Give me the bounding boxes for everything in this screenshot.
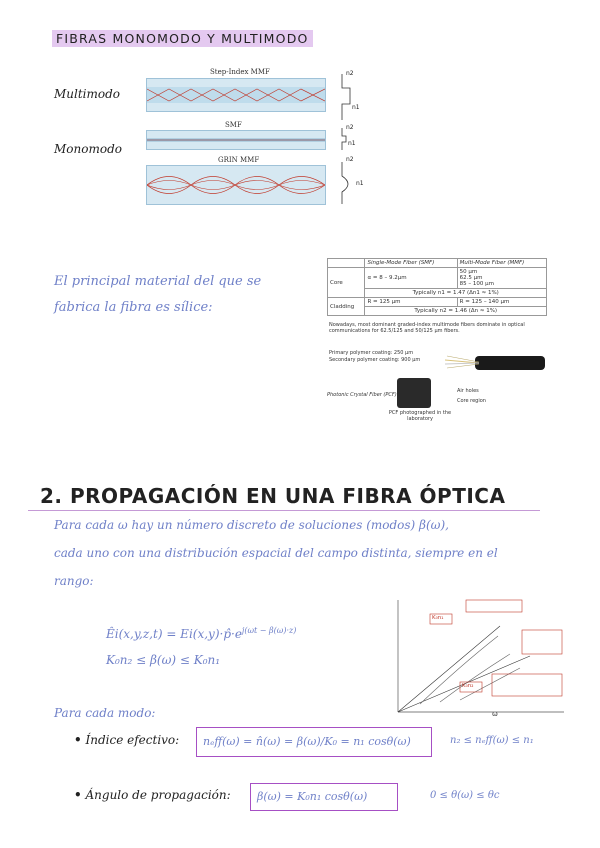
n2-label-1: n2 [346,70,354,77]
fiber-figure [140,66,365,206]
fig-caption-grin: GRIN MMF [218,156,260,164]
fig-caption-smf: SMF [225,121,242,129]
bullet-dot: • [74,733,82,747]
para-line3: rango: [54,574,94,588]
n2-label-2: n2 [346,124,354,131]
material-text-line2: fabrica la fibra es sílice: [54,300,213,315]
smf-fiber [146,130,326,150]
bullet2-label: Ángulo de propagación: [85,788,231,802]
table-core-mmf-3: 85 – 100 μm [459,281,494,287]
propagation-angle-equation: β(ω) = K₀n₁ cosθ(ω) [250,783,398,811]
para-line2: cada uno con una distribución espacial del campo distinta, siempre en el [54,546,498,560]
page-title-text: FIBRAS MONOMODO Y MULTIMODO [52,30,313,47]
table-cladding-smf: R = 125 μm [365,298,457,307]
effective-index-equation: nₑff(ω) = n̂(ω) = β(ω)/K₀ = n₁ cosθ(ω) [196,727,432,757]
table-header-row [328,259,547,268]
grin-rays [147,166,325,204]
dispersion-graph [380,596,568,722]
pcf-caption: PCF photographed in the laboratory [388,410,452,422]
step-index-rays [147,79,325,111]
graph-axis-x: ω [492,710,498,718]
section2-underline [28,510,540,511]
pcf-label: Photonic Crystal Fiber (PCF) [327,392,397,398]
table-row [328,268,547,289]
para-line1: Para cada ω hay un número discreto de soluciones (modos) β(ω), [54,518,449,532]
table-cladding-label: Cladding [328,298,365,316]
fiber-spec-table [327,258,547,316]
table-cell [328,259,365,268]
effective-index-range: n₂ ≤ nₑff(ω) ≤ n₁ [450,735,534,746]
monomodo-label: Monomodo [54,142,122,156]
table-core-mmf-2: 62.5 μm [459,275,483,281]
fiber-spec-panel [327,258,547,426]
smf-core [147,131,325,149]
page-title [52,31,313,46]
n1-label-2: n1 [348,140,356,147]
table-cladding-index: Typically n2 = 1.46 (Δn ≈ 1%) [365,307,547,316]
table-cladding-mmf: R = 125 – 140 μm [457,298,546,307]
table-note: Nowadays, most dominant graded-index multimode fibers dominate in optical communications for 62.5/125 and 50/125 μm fibers. [329,322,525,334]
per-mode-text: Para cada modo: [54,706,156,720]
multimodo-label: Multimodo [54,87,121,101]
coating-2: Secondary polymer coating: 900 μm [329,357,421,363]
bullet1-label: Índice efectivo: [85,733,180,747]
bullet-propagation-angle [74,788,231,802]
table-header-mmf: Multi-Mode Fiber (MMF) [457,259,546,268]
equation-field-text: Êi(x,y,z,t) = Ei(x,y)·p̂·e [106,627,242,641]
n1-label-1: n1 [352,104,360,111]
n2-label-3: n2 [346,156,354,163]
n1-label-3: n1 [356,180,364,187]
pcf-note-1: Air holes [457,388,479,394]
bullet-effective-index [74,733,179,747]
fiber-cable-photo [445,342,545,378]
graph-note-k0n1: K₀n₁ [432,615,444,621]
table-index-row: Typically n1 = 1.47 (Δn1 ≈ 1%) [365,289,547,298]
equation-field [106,626,296,641]
step-index-fiber [146,78,326,112]
section2-title: 2. PROPAGACIÓN EN UNA FIBRA ÓPTICA [40,484,506,508]
table-core-mmf-1: 50 μm [459,269,478,275]
fig-caption-step-index: Step-Index MMF [210,68,270,76]
coating-1: Primary polymer coating: 250 μm [329,350,414,356]
pcf-photo [397,378,431,408]
bullet-dot: • [74,788,82,802]
graph-note-k0n2: K₀n₂ [462,683,474,689]
propagation-angle-range: 0 ≤ θ(ω) ≤ θc [430,790,500,801]
table-core-smf: α = 8 – 9.2μm [365,268,457,289]
table-header-smf: Single-Mode Fiber (SMF) [365,259,457,268]
material-text-line1: El principal material del que se [54,274,262,289]
dispersion-graph-svg [380,596,568,722]
equation-range: K₀n₂ ≤ β(ω) ≤ K₀n₁ [106,653,221,667]
equation-field-exponent: j(ωt − β(ω)·z) [241,626,297,635]
pcf-note-2: Core region [457,398,486,404]
table-core-mmf [457,268,546,289]
table-row [328,298,547,307]
table-core-label: Core [328,268,365,298]
grin-fiber [146,165,326,205]
